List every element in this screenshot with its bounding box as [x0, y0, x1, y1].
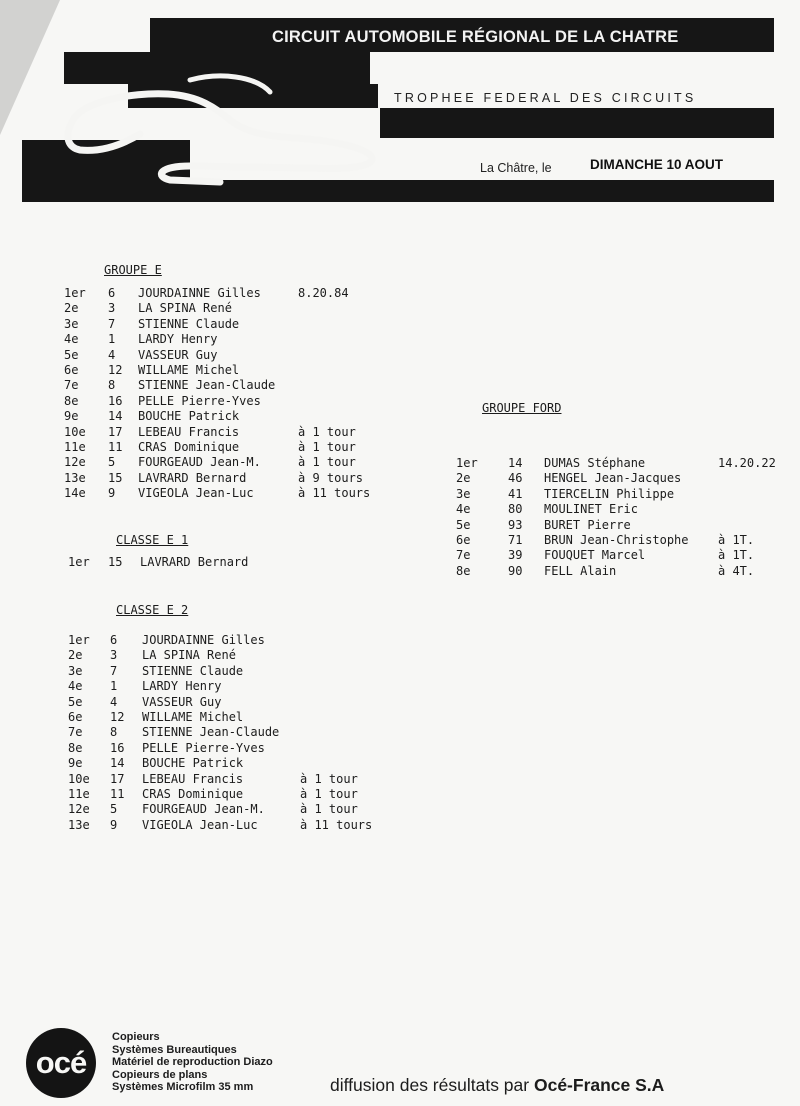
result-pos: 11e — [64, 440, 86, 454]
section-title-classe-e1: CLASSE E 1 — [116, 533, 189, 547]
result-pos: 2e — [64, 301, 79, 316]
result-num: 15 — [108, 470, 123, 485]
result-num: 16 — [110, 740, 125, 755]
result-name: STIENNE Jean-Claude — [138, 378, 276, 393]
result-name: BOUCHE Patrick — [138, 409, 240, 424]
result-name: JOURDAINNE Gilles — [142, 633, 265, 647]
result-row — [0, 502, 800, 517]
result-pos: 10e — [64, 424, 86, 439]
result-row — [0, 425, 420, 440]
result-name: BOUCHE Patrick — [142, 756, 244, 771]
result-name: PELLE Pierre-Yves — [142, 740, 265, 755]
result-pos: 1er — [68, 555, 90, 569]
result-pos: 4e — [68, 679, 83, 694]
result-name: CRAS Dominique — [138, 440, 240, 454]
result-row — [0, 548, 800, 563]
result-pos: 11e — [68, 787, 90, 801]
result-num: 8 — [110, 725, 118, 740]
result-num: 9 — [108, 486, 116, 501]
service-item: Copieurs de plans — [112, 1068, 208, 1081]
service-item: Systèmes Bureautiques — [112, 1043, 237, 1056]
header-banner — [0, 0, 800, 240]
result-num: 90 — [508, 563, 523, 578]
result-num: 71 — [508, 533, 523, 547]
result-name: LA SPINA René — [138, 301, 232, 316]
result-num: 11 — [108, 440, 123, 454]
result-name: VASSEUR Guy — [138, 347, 218, 362]
result-row — [0, 409, 420, 424]
result-num: 5 — [110, 802, 118, 817]
result-pos: 2e — [68, 648, 83, 663]
service-item: Copieurs — [112, 1031, 160, 1043]
result-row — [0, 518, 800, 533]
result-num: 1 — [108, 332, 116, 347]
result-num: 46 — [508, 471, 523, 486]
result-num: 3 — [110, 648, 118, 663]
result-note: à 9 tours — [298, 470, 364, 485]
result-name: MOULINET Eric — [544, 502, 638, 517]
result-num: 15 — [108, 555, 123, 569]
result-num: 7 — [108, 316, 116, 331]
result-num: 14 — [108, 409, 123, 424]
result-name: LARDY Henry — [138, 332, 218, 347]
result-name: HENGEL Jean-Jacques — [544, 471, 682, 486]
event-title: CIRCUIT AUTOMOBILE RÉGIONAL DE LA CHATRE — [272, 28, 679, 46]
result-name: DUMAS Stéphane — [544, 456, 646, 470]
result-row — [0, 440, 420, 455]
result-name: LEBEAU Francis — [142, 771, 244, 786]
result-row — [0, 725, 420, 740]
result-name: JOURDAINNE Gilles — [138, 286, 261, 300]
result-note: à 11 tours — [298, 486, 371, 501]
section-title-groupe-e: GROUPE E — [104, 263, 162, 277]
result-num: 17 — [108, 424, 123, 439]
result-pos: 13e — [68, 817, 90, 832]
result-num: 12 — [110, 710, 125, 724]
result-name: WILLAME Michel — [138, 363, 240, 377]
result-pos: 9e — [68, 756, 83, 771]
result-row — [0, 533, 800, 548]
result-row — [0, 633, 420, 648]
result-row — [0, 456, 800, 471]
result-pos: 7e — [456, 548, 471, 563]
result-row — [0, 286, 420, 301]
result-pos: 8e — [456, 563, 471, 578]
result-num: 4 — [110, 694, 118, 709]
result-name: VIGEOLA Jean-Luc — [138, 486, 254, 501]
result-num: 6 — [110, 633, 118, 647]
result-row — [0, 363, 420, 378]
result-note: à 1 tour — [300, 802, 358, 817]
result-pos: 9e — [64, 409, 79, 424]
result-note: 8.20.84 — [298, 286, 349, 300]
result-row — [0, 772, 420, 787]
place-label: La Châtre, le — [480, 161, 552, 175]
service-item: Matériel de reproduction Diazo — [112, 1056, 273, 1069]
result-row — [0, 802, 420, 817]
result-row — [0, 378, 420, 393]
result-name: LA SPINA René — [142, 648, 236, 663]
result-num: 11 — [110, 787, 125, 801]
diffusion-company: Océ-France S.A — [533, 1075, 665, 1095]
result-pos: 8e — [64, 393, 79, 408]
result-pos: 7e — [68, 725, 83, 740]
result-note: à 1T. — [718, 548, 755, 563]
result-name: CRAS Dominique — [142, 787, 244, 801]
result-num: 4 — [108, 347, 116, 362]
result-num: 9 — [110, 817, 118, 832]
result-num: 14 — [508, 456, 523, 470]
result-pos: 3e — [64, 316, 79, 331]
result-name: TIERCELIN Philippe — [544, 486, 675, 501]
result-num: 3 — [108, 301, 116, 316]
result-row — [0, 301, 420, 316]
result-note: à 4T. — [718, 563, 755, 578]
result-pos: 3e — [456, 486, 471, 501]
result-name: LEBEAU Francis — [138, 424, 240, 439]
middle-stripe — [380, 108, 774, 138]
result-pos: 1er — [68, 633, 90, 647]
result-name: PELLE Pierre-Yves — [138, 393, 261, 408]
result-num: 16 — [108, 393, 123, 408]
result-note: à 1 tour — [300, 771, 358, 786]
result-row — [0, 818, 420, 833]
result-pos: 5e — [456, 517, 471, 532]
result-row — [0, 664, 420, 679]
result-num: 39 — [508, 548, 523, 563]
result-note: à 1 tour — [298, 424, 356, 439]
result-row — [0, 787, 420, 802]
result-row — [0, 710, 420, 725]
result-pos: 8e — [68, 740, 83, 755]
result-note: 14.20.22 — [718, 456, 776, 470]
event-date: DIMANCHE 10 AOUT — [590, 157, 724, 172]
result-row — [0, 695, 420, 710]
result-row — [0, 741, 420, 756]
result-row — [0, 471, 800, 486]
result-name: LAVRARD Bernard — [138, 470, 247, 485]
result-num: 5 — [108, 455, 116, 470]
result-pos: 12e — [64, 455, 86, 470]
result-name: STIENNE Claude — [142, 663, 244, 678]
oce-logo: océ — [26, 1028, 96, 1098]
result-name: STIENNE Jean-Claude — [142, 725, 280, 740]
result-name: WILLAME Michel — [142, 710, 244, 724]
result-pos: 4e — [456, 502, 471, 517]
result-note: à 1 tour — [298, 440, 356, 454]
result-row — [0, 394, 420, 409]
result-pos: 3e — [68, 663, 83, 678]
diffusion-line — [330, 1075, 664, 1096]
result-row — [0, 756, 420, 771]
result-num: 12 — [108, 363, 123, 377]
result-name: BURET Pierre — [544, 517, 631, 532]
result-pos: 5e — [64, 347, 79, 362]
result-name: FOURGEAUD Jean-M. — [138, 455, 261, 470]
diffusion-prefix: diffusion des résultats par — [330, 1075, 530, 1095]
result-name: STIENNE Claude — [138, 316, 240, 331]
result-row — [0, 648, 420, 663]
result-note: à 11 tours — [300, 817, 373, 832]
result-pos: 6e — [64, 363, 79, 377]
result-num: 14 — [110, 756, 125, 771]
result-pos: 1er — [64, 286, 86, 300]
section-title-groupe-ford: GROUPE FORD — [482, 401, 562, 415]
result-pos: 4e — [64, 332, 79, 347]
result-name: VIGEOLA Jean-Luc — [142, 817, 258, 832]
result-row — [0, 679, 420, 694]
section-title-classe-e2: CLASSE E 2 — [116, 603, 189, 617]
result-pos: 12e — [68, 802, 90, 817]
result-num: 17 — [110, 771, 125, 786]
circuit-track-icon — [50, 62, 390, 190]
result-row — [0, 564, 800, 579]
result-name: FOURGEAUD Jean-M. — [142, 802, 265, 817]
result-name: LARDY Henry — [142, 679, 222, 694]
result-num: 41 — [508, 486, 523, 501]
result-num: 6 — [108, 286, 116, 300]
result-pos: 7e — [64, 378, 79, 393]
services-list — [112, 1031, 273, 1094]
result-pos: 6e — [456, 533, 471, 547]
result-row — [0, 332, 420, 347]
result-num: 7 — [110, 663, 118, 678]
trophy-subtitle: TROPHEE FEDERAL DES CIRCUITS — [394, 91, 697, 105]
result-pos: 14e — [64, 486, 86, 501]
result-row — [0, 348, 420, 363]
result-note: à 1 tour — [298, 455, 356, 470]
result-pos: 6e — [68, 710, 83, 724]
result-name: LAVRARD Bernard — [140, 555, 249, 569]
result-name: BRUN Jean-Christophe — [544, 533, 689, 547]
result-note: à 1 tour — [300, 787, 358, 801]
result-row — [0, 487, 800, 502]
result-pos: 5e — [68, 694, 83, 709]
service-item: Systèmes Microfilm 35 mm — [112, 1081, 254, 1094]
result-note: à 1T. — [718, 533, 755, 547]
result-num: 93 — [508, 517, 523, 532]
result-num: 80 — [508, 502, 523, 517]
result-pos: 13e — [64, 470, 86, 485]
result-pos: 10e — [68, 771, 90, 786]
result-pos: 2e — [456, 471, 471, 486]
result-name: FELL Alain — [544, 563, 617, 578]
result-row — [0, 317, 420, 332]
result-pos: 1er — [456, 456, 478, 470]
result-name: FOUQUET Marcel — [544, 548, 646, 563]
result-num: 1 — [110, 679, 118, 694]
result-num: 8 — [108, 378, 116, 393]
result-name: VASSEUR Guy — [142, 694, 222, 709]
